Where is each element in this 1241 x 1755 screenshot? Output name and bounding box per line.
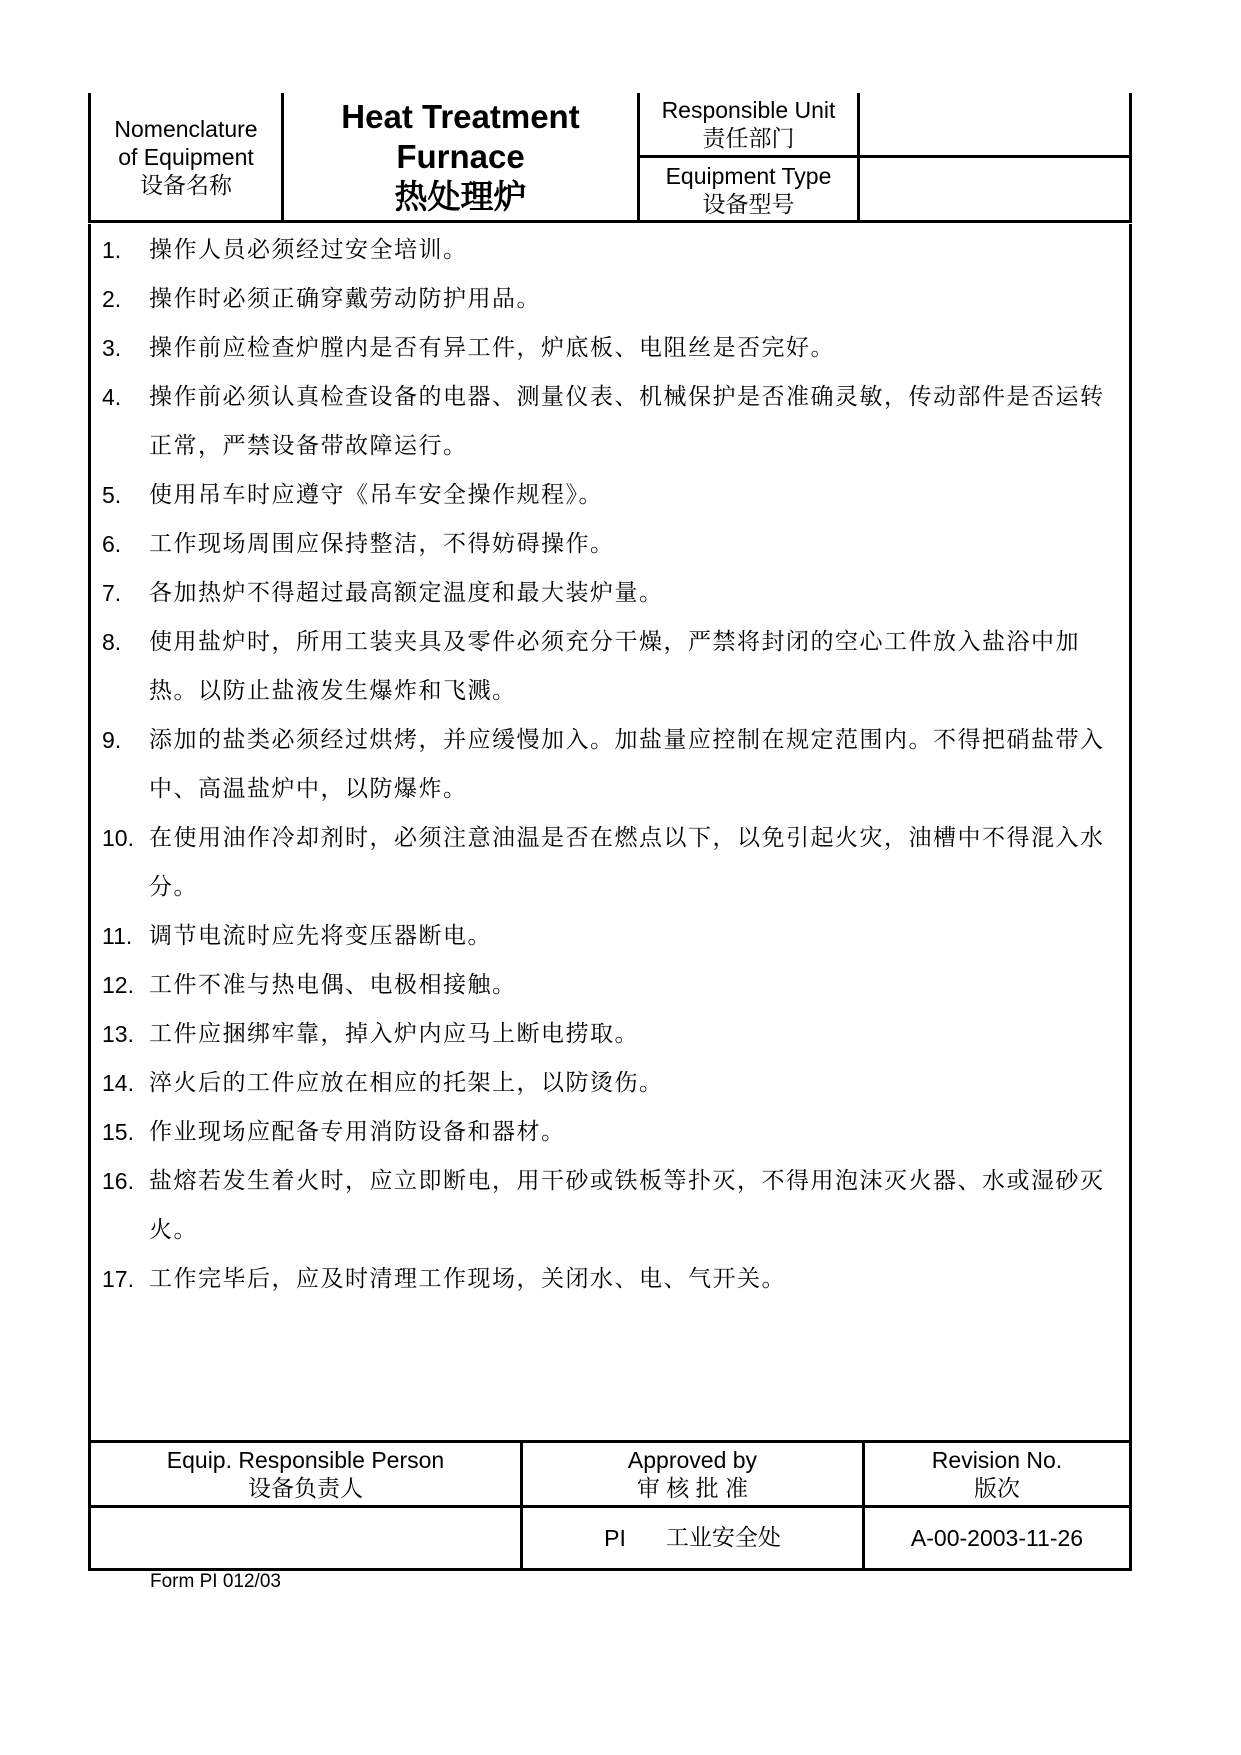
equipment-title-cn: 热处理炉 [394,177,527,216]
safety-rules-list [91,224,1129,1304]
safety-rule-number: 14. [102,1070,134,1096]
safety-rule-number: 5. [102,482,122,508]
revision-label-cn: 版次 [974,1475,1020,1501]
approved-by-label-en: Approved by [627,1447,758,1473]
safety-rule-number: 12. [102,972,134,998]
nomenclature-label-cn: 设备名称 [140,172,232,198]
safety-rule-text: 操作人员必须经过安全培训。 [149,237,468,263]
safety-rule-text: 淬火后的工件应放在相应的托架上，以防烫伤。 [149,1070,664,1096]
safety-rule-text: 操作时必须正确穿戴劳动防护用品。 [149,286,541,312]
approved-by-dept: 工业安全处 [665,1525,781,1551]
safety-rules-section [88,224,1132,1440]
safety-rule-item [91,716,1129,814]
responsible-unit-value [860,93,1129,155]
safety-rule-number: 9. [102,727,122,753]
safety-rule-item [91,569,1129,618]
safety-rule-item [91,1059,1129,1108]
safety-rule-item [91,1108,1129,1157]
equipment-title [284,93,637,221]
approved-by-value [523,1508,862,1568]
safety-rule-item [91,471,1129,520]
safety-rule-item [91,226,1129,275]
revision-label [865,1443,1129,1505]
safety-rule-item [91,373,1129,471]
safety-rule-item [91,520,1129,569]
safety-rule-item [91,275,1129,324]
safety-rule-text: 操作前必须认真检查设备的电器、测量仪表、机械保护是否准确灵敏，传动部件是否运转正常，严禁设备带故障运行。 [149,384,1105,459]
safety-rule-number: 13. [102,1021,134,1047]
safety-rule-text: 在使用油作冷却剂时，必须注意油温是否在燃点以下，以免引起火灾，油槽中不得混入水分。 [149,825,1105,900]
equipment-type-label-en: Equipment Type [665,162,832,189]
safety-rule-item [91,1010,1129,1059]
safety-rule-text: 调节电流时应先将变压器断电。 [149,923,492,949]
safety-rule-item [91,618,1129,716]
safety-rule-item [91,814,1129,912]
equipment-type-label [640,158,857,221]
responsible-person-value [91,1508,520,1568]
equipment-type-label-cn: 设备型号 [702,190,795,217]
safety-rule-item [91,1255,1129,1304]
safety-rule-text: 使用盐炉时，所用工装夹具及零件必须充分干燥，严禁将封闭的空心工件放入盐浴中加热。以防止盐液发生爆炸和飞溅。 [149,629,1080,704]
nomenclature-label-en-1: Nomenclature [114,116,258,142]
safety-rule-number: 6. [102,531,122,557]
safety-rule-number: 3. [102,335,122,361]
safety-rule-text: 工作完毕后，应及时清理工作现场，关闭水、电、气开关。 [149,1266,786,1292]
safety-rule-number: 7. [102,580,122,606]
safety-rule-number: 16. [102,1168,134,1194]
responsible-person-label-en: Equip. Responsible Person [166,1447,445,1473]
nomenclature-label-en-2: of Equipment [118,144,254,170]
safety-rule-number: 11. [102,923,133,949]
revision-label-en: Revision No. [931,1447,1063,1473]
responsible-unit-label [640,93,857,155]
safety-rule-text: 工件应捆绑牢靠，掉入炉内应马上断电捞取。 [149,1021,639,1047]
safety-rule-item [91,324,1129,373]
safety-rule-number: 4. [102,384,122,410]
approved-by-label-cn: 审 核 批 准 [636,1475,749,1501]
responsible-unit-label-cn: 责任部门 [702,125,795,151]
safety-rule-text: 添加的盐类必须经过烘烤，并应缓慢加入。加盐量应控制在规定范围内。不得把硝盐带入中、高温盐炉中，以防爆炸。 [149,727,1105,802]
safety-rule-number: 10. [102,825,134,851]
safety-rule-text: 各加热炉不得超过最高额定温度和最大装炉量。 [149,580,664,606]
equipment-type-value [860,158,1129,221]
safety-rule-number: 8. [102,629,122,655]
revision-value: A-00-2003-11-26 [910,1525,1084,1551]
footer-table [88,1440,1132,1571]
safety-rule-number: 17. [102,1266,134,1292]
approved-by-code: PI [604,1525,626,1551]
safety-rule-number: 15. [102,1119,134,1145]
nomenclature-label [91,93,281,221]
safety-rule-number: 2. [102,286,122,312]
responsible-person-label [91,1443,520,1505]
equipment-title-en-1: Heat Treatment [341,98,580,135]
header-table [88,93,1132,223]
safety-rule-text: 盐熔若发生着火时，应立即断电，用干砂或铁板等扑灭，不得用泡沫灭火器、水或湿砂灭火。 [149,1168,1105,1243]
approved-by-label [523,1443,862,1505]
safety-rule-item [91,1157,1129,1255]
safety-rule-text: 作业现场应配备专用消防设备和器材。 [149,1119,566,1145]
responsible-person-label-cn: 设备负责人 [248,1475,363,1501]
safety-rule-number: 1. [102,237,122,263]
responsible-unit-label-en: Responsible Unit [661,97,836,123]
form-code: Form PI 012/03 [150,1571,281,1592]
safety-rule-text: 工件不准与热电偶、电极相接触。 [149,972,517,998]
safety-rule-text: 使用吊车时应遵守《吊车安全操作规程》。 [149,482,603,508]
safety-rule-text: 操作前应检查炉膛内是否有异工件，炉底板、电阻丝是否完好。 [149,335,835,361]
document-frame [88,93,1132,1571]
equipment-title-en-2: Furnace [396,138,525,175]
safety-rule-item [91,961,1129,1010]
safety-rule-item [91,912,1129,961]
safety-rule-text: 工作现场周围应保持整洁，不得妨碍操作。 [149,531,615,557]
